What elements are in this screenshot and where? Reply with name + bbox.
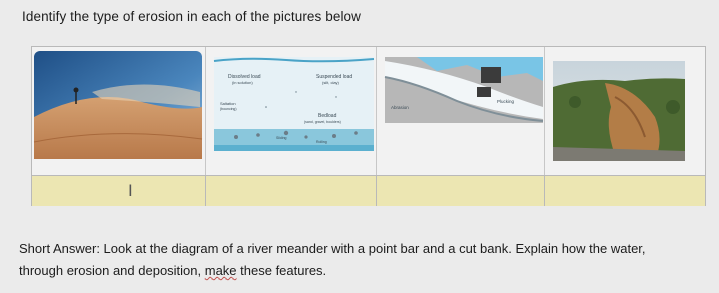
misspelled-word: make	[204, 263, 237, 278]
short-answer-question	[19, 238, 709, 282]
suspended-load-label: Suspended load	[316, 74, 353, 80]
rolling-label: Rolling	[316, 140, 327, 144]
question-line-2	[19, 260, 709, 282]
instruction-text: Identify the type of erosion in each of the pictures below	[22, 9, 362, 24]
erosion-table	[31, 46, 706, 206]
abrasion-label: Abrasion	[391, 105, 409, 110]
image-cell-4	[545, 47, 705, 175]
plucking-label: Plucking	[497, 99, 515, 104]
dissolved-load-sub: (in solution)	[232, 80, 253, 85]
glacier-diagram	[377, 47, 545, 175]
answer-field-3[interactable]	[377, 176, 545, 206]
answer-field-1[interactable]	[32, 176, 206, 206]
wind-erosion-photo	[32, 47, 206, 175]
bedload-label: Bedload	[318, 113, 337, 119]
answer-row	[32, 175, 705, 206]
image-cell-3	[377, 47, 545, 175]
question-line-1: Short Answer: Look at the diagram of a river meander with a point bar and a cut bank. Explain how the water,	[19, 241, 646, 256]
bedload-sub: (sand, gravel, boulders)	[304, 120, 341, 124]
saltation-sub: (bouncing)	[220, 107, 237, 111]
image-cell-1	[32, 47, 206, 175]
landslide-photo	[545, 47, 705, 175]
question-line-2-end: these features.	[236, 263, 327, 278]
text-cursor-icon: I	[128, 181, 133, 200]
answer-field-4[interactable]	[545, 176, 705, 206]
saltation-label: Saltation	[220, 101, 236, 106]
question-line-2-start: through erosion and deposition,	[19, 263, 205, 278]
river-transport-diagram	[206, 47, 377, 175]
image-cell-2	[206, 47, 377, 175]
answer-field-2[interactable]	[206, 176, 377, 206]
dissolved-load-label: Dissolved load	[228, 74, 261, 80]
suspended-load-sub: (silt, clay)	[322, 80, 339, 85]
sliding-label: Sliding	[276, 136, 287, 140]
